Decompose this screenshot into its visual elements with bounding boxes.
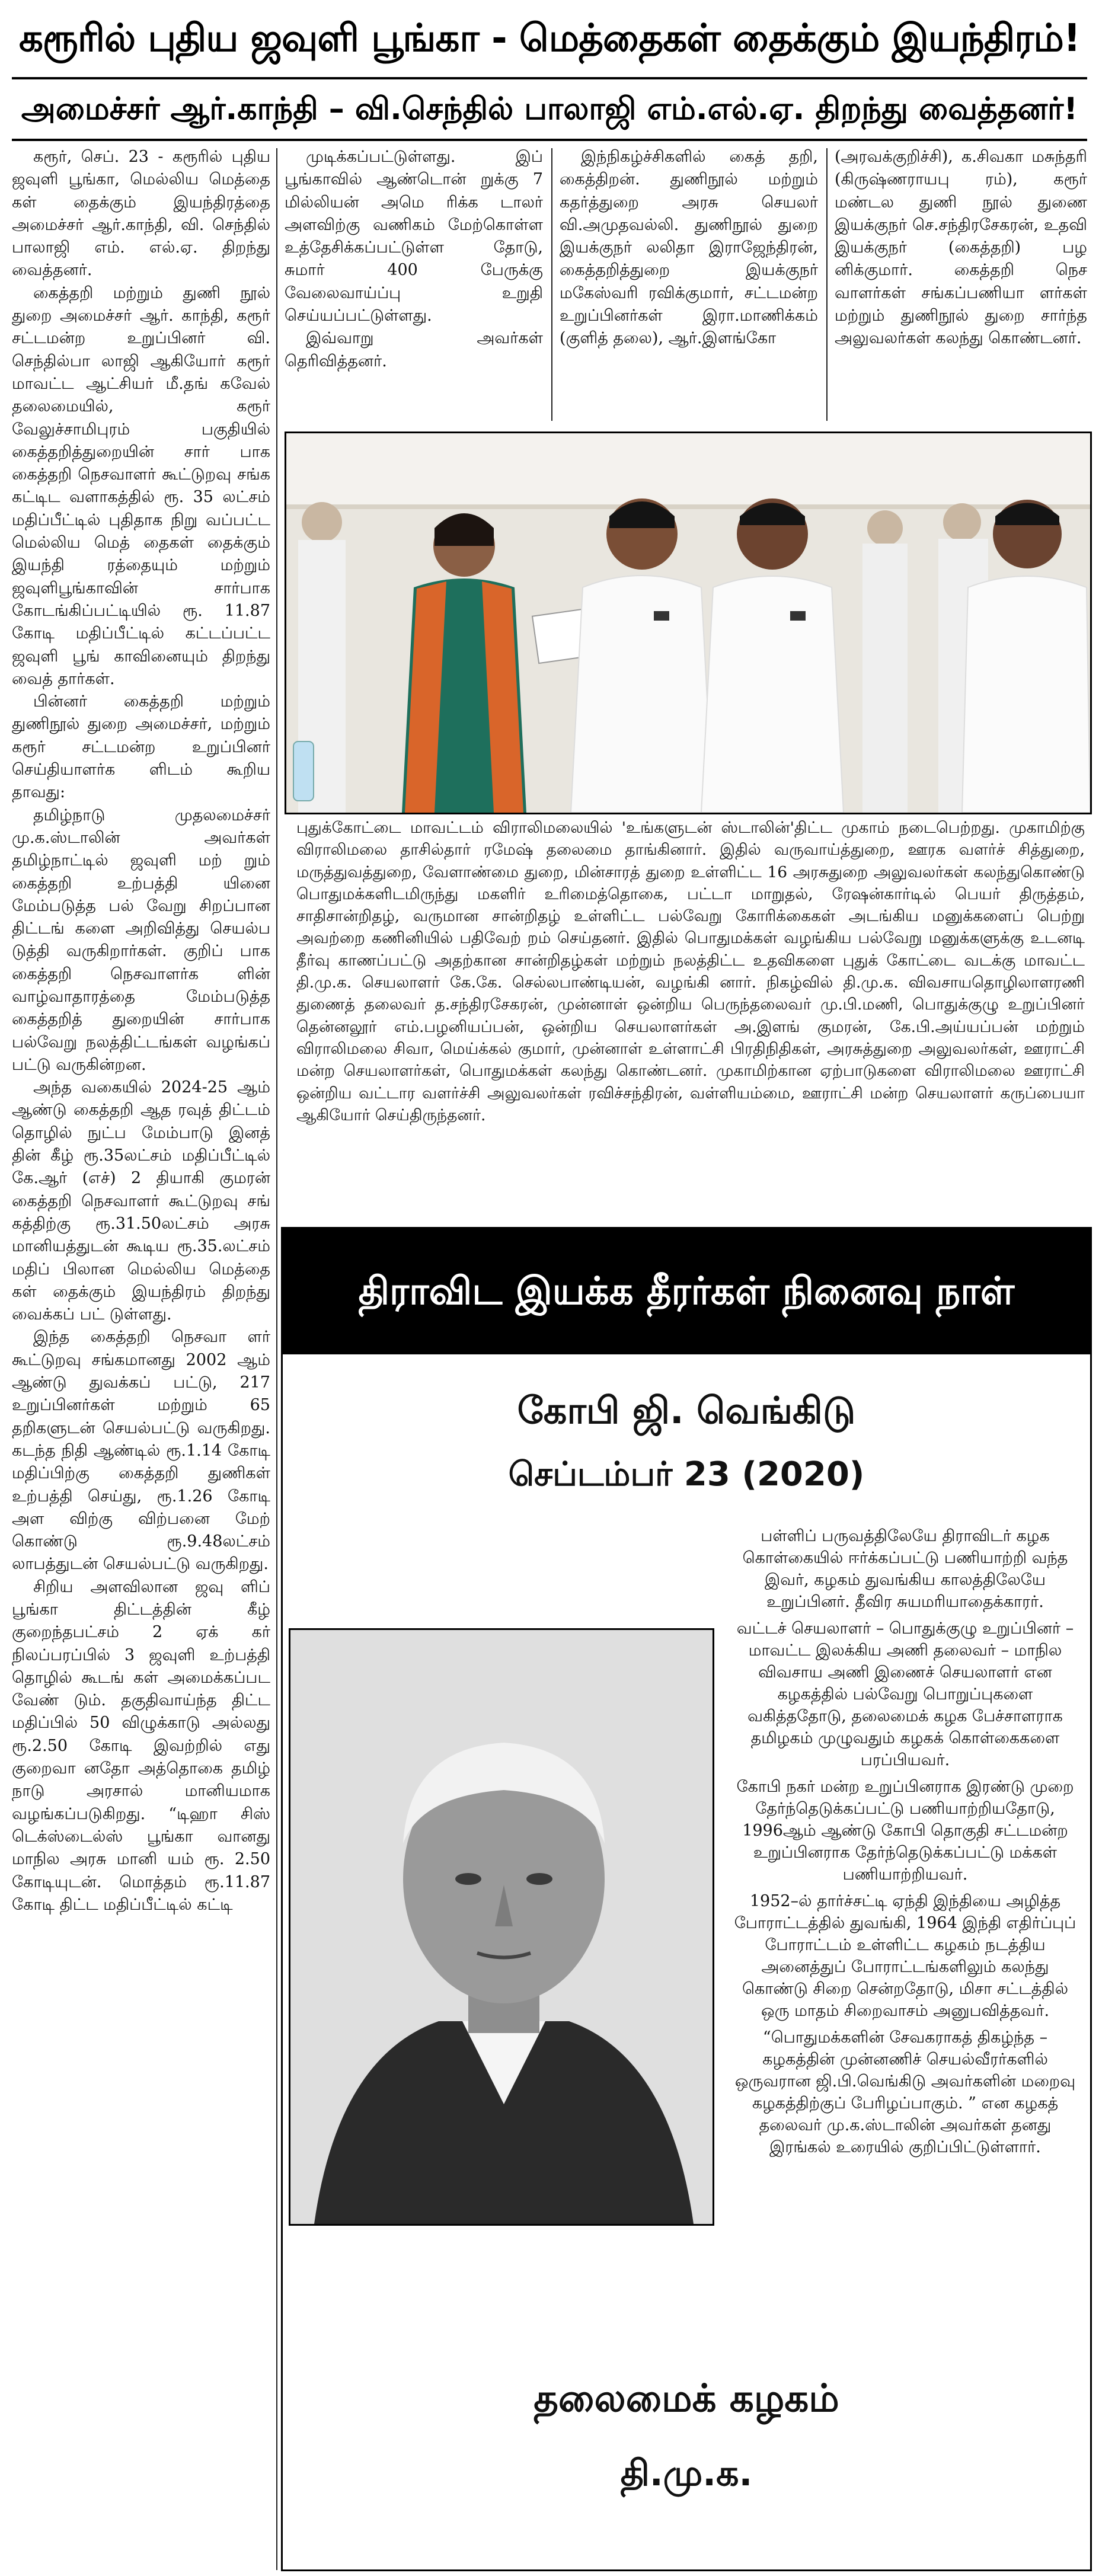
column-divider	[826, 148, 828, 421]
memorial-notice	[281, 1227, 1092, 2571]
memorial-paragraph: கோபி நகர் மன்ற உறுப்பினராக இரண்டு முறை தேர்ந்தெடுக்கப்பட்டு பணியாற்றியதோடு, 1996ஆம் ஆண்டு கோபி தொகுதி சட்டமன்ற உறுப்பினராக தேர்ந்தெடுக்கப்பட்டு மக்கள் பணியாற்றியவர்.	[736, 1778, 1074, 1884]
photo-caption-text: புதுக்கோட்டை மாவட்டம் விராலிமலையில் 'உங்களுடன் ஸ்டாலின்'திட்ட முகாம் நடைபெற்றது. முகாமிற்கு விராலிமலை தாசில்தார் ரமேஷ் தலைமை தாங்கினார். இதில் வருவாய்த்துறை, ஊரக வளர்ச் சித்துறை, மருத்துவத்துறை, வேளாண்மை துறை, மின்சாரத் துறை உள்ளிட்ட 16 அரசுதுறை அலுவலர்கள் கலந்துகொண்டு பொதுமக்களிடமிருந்து மகளிர் உரிமைத்தொகை, பட்டா மாறுதல், ரேஷன்கார்டில் பெயர் திருத்தம், சாதிசான்றிதழ், வருமான சான்றிதழ் உள்ளிட்ட பல்வேறு கோரிக்கைகள் அடங்கிய மனுக்களைப் பெற்று அவற்றை கணினியில் பதிவேற் றம் செய்தனர். இதில் பொதுமக்கள் வழங்கிய பல்வேறு மனுக்களுக்கு உடனடி தீர்வு காணப்பட்டு அதற்கான சான்றிதழ்கள் மற்றும் நலத்திட்ட உதவிகளை புதுக் கோட்டை வடக்கு மாவட்ட தி.மு.க. செயலாளர் கே.கே. செல்லபாண்டியன், வழங்கி னார். நிகழ்வில் தி.மு.க. விவசாயதொழிலாளரணி துணைத் தலைவர் த.சந்திரசேகரன், முன்னாள் ஒன்றிய பெருந்தலைவர் மு.பி.மணி, பொதுக்குழு உறுப்பினர் தென்னலூர் எம்.பழனியப்பன், ஒன்றிய செயலாளர்கள் அ.இளங் குமரன், கே.பி.அய்யப்பன் மற்றும் விராலிமலை சிவா, மெய்க்கல் குமார், முன்னாள் உள்ளாட்சி பிரதிநிதிகள், அரசுத்துறை அலுவலர்கள், ஊராட்சி மன்ற செயலாளர்கள், பொதுமக்கள் கலந்து கொண்டனர். முகாமிற்கான ஏற்பாடுகளை விராலிமலை ஊராட்சி ஒன்றிய வட்டார வளர்ச்சி அலுவலர்கள் ரவிச்சந்திரன், வள்ளியம்மை, ஊராட்சி மன்ற செயலாளர் கருப்பையா ஆகியோர் செய்திருந்தனர்.	[296, 819, 1085, 1124]
article-paragraph: இவ்வாறு அவர்கள் தெரிவித்தனர்.	[285, 329, 543, 370]
column-divider	[551, 148, 552, 421]
headline: கரூரில் புதிய ஜவுளி பூங்கா - மெத்தைகள் தைக்கும் இயந்திரம்!	[18, 17, 1081, 60]
event-photo-illustration	[286, 433, 1090, 813]
article-paragraph: முடிக்கப்பட்டுள்ளது. இப் பூங்காவில் ஆண்டொன் றுக்கு 7 மில்லியன் அமெ ரிக்க டாலர் அளவிற்கு வணிகம் மேற்கொள்ள உத்தேசிக்கப்பட்டுள்ள தோடு, சுமார் 400 பேருக்கு வேலைவாய்ப்பு உறுதி செய்யப்பட்டுள்ளது.	[285, 148, 543, 325]
memorial-paragraph: 1952–ல் தார்ச்சட்டி ஏந்தி இந்தியை அழித்த போராட்டத்தில் துவங்கி, 1964 இந்தி எதிர்ப்புப் போராட்டம் உள்ளிட்ட கழகம் நடத்திய அனைத்துப் போராட்டங்களிலும் கலந்து கொண்டு சிறை சென்றதோடு, மிசா சட்டத்தில் ஒரு மாதம் சிறைவாசம் அனுபவித்தவர்.	[734, 1892, 1076, 2020]
article-paragraph: அந்த வகையில் 2024-25 ஆம் ஆண்டு கைத்தறி ஆத ரவுத் திட்டம் தொழில் நுட்ப மேம்பாடு இனத் தின் கீழ் ரூ.35லட்சம் மதிப்பீட்டில் கே.ஆர் (எச்) 2 தியாகி குமரன் கைத்தறி நெசவாளர் கூட்டுறவு சங் கத்திற்கு ரூ.31.50லட்சம் அரசு மானியத்துடன் கூடிய ரூ.35.லட்சம் மதிப் பிலான மெல்லிய மெத்தை கள் தைக்கும் இயந்திரம் திறந்து வைக்கப் பட் டுள்ளது.	[12, 1078, 270, 1324]
article-paragraph: சிறிய அளவிலான ஜவு ளிப் பூங்கா திட்டத்தின் கீழ் குறைந்தபட்சம் 2 ஏக் கர் நிலப்பரப்பில் 3 ஜவுளி உற்பத்தி தொழில் கூடங் கள் அமைக்கப்பட வேண் டும். தகுதிவாய்ந்த திட்ட மதிப்பில் 50 விழுக்காடு அல்லது ரூ.2.50 கோடி இவற்றில் எது குறைவா னதோ அத்தொகை தமிழ் நாடு அரசால் மானியமாக வழங்கப்படுகிறது. “டிஹா சிஸ் டெக்ஸ்டைல்ஸ் பூங்கா வானது மாநில அரசு மானி யம் ரூ. 2.50 கோடியுடன். மொத்தம் ரூ.11.87 கோடி திட்ட மதிப்பீட்டில் கட்டி	[12, 1577, 270, 1914]
photo-caption	[296, 817, 1085, 1214]
article-column-4	[835, 146, 1087, 424]
article-paragraph: தமிழ்நாடு முதலமைச்சர் மு.க.ஸ்டாலின் அவர்கள் தமிழ்நாட்டில் ஜவுளி மற் றும் கைத்தறி உற்பத்தி யினை மேம்படுத்த பல் வேறு சிறப்பான திட்டங் களை அறிவித்து செயல்ப டுத்தி வருகிறார்கள். குறிப் பாக கைத்தறி நெசவாளர்க ளின் வாழ்வாதாரத்தை மேம்படுத்த கைத்தறித் துறையின் சார்பாக பல்வேறு நலத்திட்டங்கள் வழங்கப் பட்டு வருகின்றன.	[12, 806, 270, 1074]
memorial-portrait	[289, 1628, 714, 2226]
memorial-name: கோபி ஜி. வெங்கிடு	[517, 1389, 856, 1432]
article-paragraph: பின்னர் கைத்தறி மற்றும் துணிநூல் துறை அமைச்சர், மற்றும் கரூர் சட்டமன்ற உறுப்பினர் செய்தியாளர்க ளிடம் கூறிய தாவது:	[12, 692, 270, 802]
article-paragraph: இந்நிகழ்ச்சிகளில் கைத் தறி, கைத்திறன். துணிநூல் மற்றும் கதர்த்துறை அரசு செயலர் வி.அமுதவல்லி. துணிநூல் துறை இயக்குநர் லலிதா இராஜேந்திரன், கைத்தறித்துறை இயக்குநர் மகேஸ்வரி ரவிக்குமார், சட்டமன்ற உறுப்பினர்கள் இரா.மாணிக்கம் (குளித் தலை), ஆர்.இளங்கோ	[560, 148, 818, 348]
article-paragraph: கைத்தறி மற்றும் துணி நூல் துறை அமைச்சர் ஆர். காந்தி, கரூர் சட்டமன்ற உறுப்பினர் வி. செந்தில்பா லாஜி ஆகியோர் கரூர் மாவட்ட ஆட்சியர் மீ.தங் கவேல் தலைமையில், கரூர் வேலுச்சாமிபுரம் பகுதியில் கைத்தறித்துறையின் சார் பாக கைத்தறி நெசவாளர் கூட்டுறவு சங்க கட்டிட வளாகத்தில் ரூ. 35 லட்சம் மதிப்பீட்டில் புதிதாக நிறு வப்பட்ட மெல்லிய மெத் தைகள் தைக்கும் இயந்தி ரத்தையும் மற்றும் ஜவுளிபூங்காவின் சார்பாக கோடங்கிப்பட்டியில் ரூ. 11.87 கோடி மதிப்பீட்டில் கட்டப்பட்ட ஜவுளி பூங் காவினையும் திறந்து வைத் தார்கள்.	[12, 283, 270, 688]
memorial-paragraph: வட்டச் செயலாளர் – பொதுக்குழு உறுப்பினர் – மாவட்ட இலக்கிய அணி தலைவர் – மாநில விவசாய அணி இணைச் செயலாளர் என கழகத்தில் பல்வேறு பொறுப்புகளை வகித்ததோடு, தலைமைக் கழக பேச்சாளராக தமிழகம் முழுவதும் கழகக் கொள்கைகளை பரப்பியவர்.	[736, 1619, 1074, 1769]
memorial-paragraph: “பொதுமக்களின் சேவகராகத் திகழ்ந்த – கழகத்தின் முன்னணிச் செயல்வீரர்களில் ஒருவரான ஜி.பி.வெங்கிடு அவர்களின் மறைவு கழகத்திற்குப் பேரிழப்பாகும். ” என கழகத் தலைவர் மு.க.ஸ்டாலின் அவர்கள் தனது இரங்கல் உரையில் குறிப்பிட்டுள்ளார்.	[734, 2028, 1076, 2156]
portrait-illustration	[290, 1630, 713, 2224]
memorial-signature: தலைமைக் கழகம்	[533, 2377, 839, 2421]
article-column-2	[285, 146, 543, 424]
memorial-date: செப்டம்பர் 23 (2020)	[508, 1455, 865, 1494]
article-column-3	[560, 146, 818, 424]
article-paragraph: இந்த கைத்தறி நெசவா ளர் கூட்டுறவு சங்கமானது 2002 ஆம் ஆண்டு துவக்கப் பட்டு, 217 உறுப்பினர்கள் மற்றும் 65 தறிகளுடன் செயல்பட்டு வருகிறது. கடந்த நிதி ஆண்டில் ரூ.1.14 கோடி மதிப்பிற்கு கைத்தறி துணிகள் உற்பத்தி செய்து, ரூ.1.26 கோடி அள விற்கு விற்பனை மேற் கொண்டு ரூ.9.48லட்சம் லாபத்துடன் செயல்பட்டு வருகிறது.	[12, 1328, 270, 1574]
column-divider	[276, 148, 277, 2570]
memorial-paragraph: பள்ளிப் பருவத்திலேயே திராவிடர் கழக கொள்கையில் ஈர்க்கப்பட்டு பணியாற்றி வந்த இவர், கழகம் துவங்கிய காலத்திலேயே உறுப்பினர். தீவிர சுயமரியாதைக்காரர்.	[742, 1527, 1068, 1611]
article-column-1	[12, 146, 270, 2570]
article-paragraph: கரூர், செப். 23 - கரூரில் புதிய ஜவுளி பூங்கா, மெல்லிய மெத்தை கள் தைக்கும் இயந்திரத்தை அமைச்சர் ஆர்.காந்தி, வி. செந்தில் பாலாஜி எம். எல்.ஏ. திறந்து வைத்தனர்.	[12, 148, 270, 280]
event-photo	[285, 432, 1092, 814]
article-paragraph: (அரவக்குறிச்சி), க.சிவகா மசுந்தரி (கிருஷ்ணராயபு ரம்), கரூர் மண்டல துணி நூல் துணை இயக்குநர் செ.சந்திரசேகரன், உதவி இயக்குநர் (கைத்தறி) பழ னிக்குமார். கைத்தறி நெச வாளர்கள் சங்கப்பணியா ளர்கள் மற்றும் துணிநூல் துறை சார்ந்த அலுவலர்கள் கலந்து கொண்டனர்.	[835, 148, 1087, 348]
memorial-biography	[732, 1525, 1078, 2509]
memorial-party: தி.மு.க.	[620, 2453, 753, 2494]
memorial-banner: திராவிட இயக்க தீரர்கள் நினைவு நாள்	[283, 1229, 1090, 1354]
subheadline: அமைச்சர் ஆர்.காந்தி – வி.செந்தில் பாலாஜி எம்.எல்.ஏ. திறந்து வைத்தனர்!	[12, 77, 1087, 141]
